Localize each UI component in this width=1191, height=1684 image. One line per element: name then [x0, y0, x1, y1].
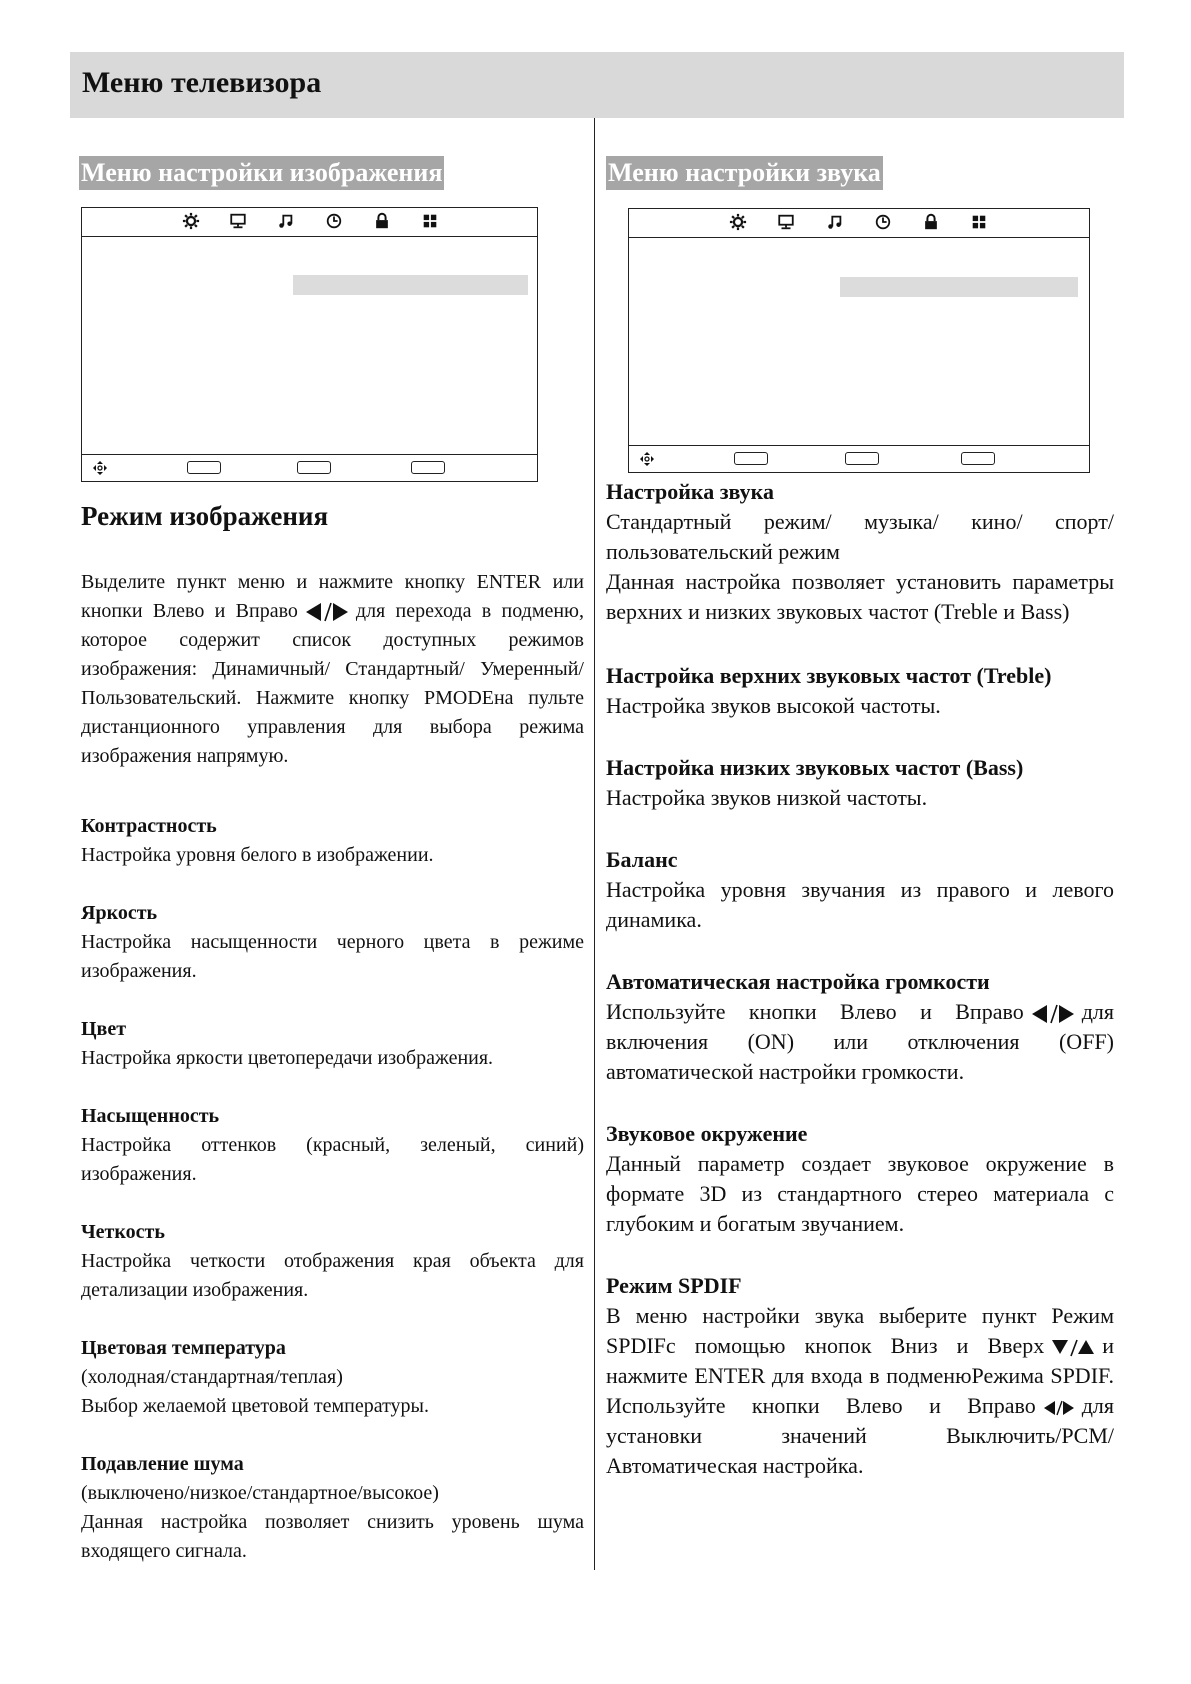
page-title: Меню телевизора: [82, 66, 322, 99]
picture-menu-section-title: Меню настройки изображения: [79, 156, 444, 190]
noise-reduction-item: [81, 1450, 584, 1566]
brightness-title: Яркость: [81, 902, 158, 924]
brightness-item: [81, 899, 584, 986]
noise-reduction-text: Данная настройка позволяет снизить уровень шума входящего сигнала.: [81, 1511, 584, 1562]
avl-title: Автоматическая настройка громкости: [606, 969, 990, 994]
left-right-arrows-icon: [304, 601, 350, 623]
avl-text: [606, 997, 1114, 1087]
picture-menu-diagram: [81, 207, 538, 482]
lock-icon: [921, 212, 941, 232]
menu-selection-highlight: [293, 275, 528, 295]
menu-button-bar: [82, 454, 537, 481]
picture-mode-title: Режим изображения: [81, 501, 329, 531]
menu-button-1: [187, 461, 221, 474]
left-right-arrows-icon: [1042, 1399, 1076, 1417]
sound-menu-diagram: [628, 208, 1090, 473]
grid-icon: [420, 211, 440, 231]
menu-icon-bar: [82, 208, 537, 237]
gear-icon: [181, 211, 201, 231]
left-items-list: [81, 812, 584, 1566]
music-note-icon: [276, 211, 296, 231]
left-right-arrows-icon: [1030, 1003, 1076, 1025]
clock-icon: [873, 212, 893, 232]
treble-item: [606, 661, 1114, 721]
sound-setting-modes: Стандартный режим/ музыка/ кино/ спорт/ пользовательский режим: [606, 509, 1114, 564]
color-temperature-text: Выбор желаемой цветовой температуры.: [81, 1395, 429, 1417]
menu-button-bar: [629, 445, 1089, 472]
color-temperature-item: [81, 1334, 584, 1421]
page-header: [70, 52, 1124, 118]
saturation-text: Настройка оттенков (красный, зеленый, синий) изображения.: [81, 1134, 584, 1185]
menu-button-2: [845, 452, 879, 465]
spdif-text-c: для установки значений Выключить/PCM/Автоматическая настройка.: [606, 1393, 1114, 1478]
sound-setting-title: Настройка звука: [606, 479, 775, 504]
color-temperature-options: (холодная/стандартная/теплая): [81, 1366, 343, 1388]
sharpness-item: [81, 1218, 584, 1305]
picture-mode-text-after: для перехода в подменю, которое содержит список доступных режимов изображения: Динамичный/ Стандартный/ Умеренный/ Пользовательский. Нажмите кнопку PMODEна пульте дистанционного управления для выбора режима изображения напрямую.: [81, 600, 584, 767]
grid-icon: [969, 212, 989, 232]
spdif-text: [606, 1301, 1114, 1481]
avl-text-after: для включения (ON) или отключения (OFF) автоматической настройки громкости.: [606, 999, 1114, 1084]
menu-button-3: [411, 461, 445, 474]
menu-button-1: [734, 452, 768, 465]
bass-text: Настройка звуков низкой частоты.: [606, 785, 928, 810]
avl-item: [606, 967, 1114, 1087]
balance-title: Баланс: [606, 847, 678, 872]
clock-icon: [324, 211, 344, 231]
contrast-title: Контрастность: [81, 815, 217, 837]
balance-text: Настройка уровня звучания из правого и левого динамика.: [606, 877, 1114, 932]
monitor-icon: [776, 212, 796, 232]
contrast-text: Настройка уровня белого в изображении.: [81, 844, 434, 866]
spdif-title: Режим SPDIF: [606, 1273, 742, 1298]
navigation-icon: [92, 460, 108, 476]
menu-button-2: [297, 461, 331, 474]
color-title: Цвет: [81, 1018, 127, 1040]
menu-selection-highlight: [840, 277, 1078, 297]
surround-text: Данный параметр создает звуковое окружение в формате 3D из стандартного стерео материала с глубоким и богатым звучанием.: [606, 1151, 1114, 1236]
saturation-item: [81, 1102, 584, 1189]
surround-title: Звуковое окружение: [606, 1121, 808, 1146]
surround-item: [606, 1119, 1114, 1239]
bass-item: [606, 753, 1114, 813]
sound-setting-item: [606, 477, 1114, 627]
lock-icon: [372, 211, 392, 231]
right-items-list: [606, 477, 1114, 1481]
monitor-icon: [228, 211, 248, 231]
music-note-icon: [825, 212, 845, 232]
picture-mode-description: [81, 568, 584, 771]
sharpness-text: Настройка четкости отображения края объекта для детализации изображения.: [81, 1250, 584, 1301]
bass-title: Настройка низких звуковых частот (Bass): [606, 755, 1024, 780]
column-divider: [594, 118, 595, 1570]
treble-text: Настройка звуков высокой частоты.: [606, 693, 941, 718]
spdif-text-b: и нажмите ENTER для входа в подменюРежима SPDIF. Используйте кнопки Влево и Вправо: [606, 1333, 1114, 1418]
color-text: Настройка яркости цветопередачи изображения.: [81, 1047, 494, 1069]
contrast-item: [81, 812, 584, 870]
color-item: [81, 1015, 584, 1073]
noise-reduction-title: Подавление шума: [81, 1453, 244, 1475]
saturation-title: Насыщенность: [81, 1105, 220, 1127]
menu-button-3: [961, 452, 995, 465]
navigation-icon: [639, 451, 655, 467]
color-temperature-title: Цветовая температура: [81, 1337, 286, 1359]
gear-icon: [728, 212, 748, 232]
sharpness-title: Четкость: [81, 1221, 165, 1243]
brightness-text: Настройка насыщенности черного цвета в режиме изображения.: [81, 931, 584, 982]
down-up-arrows-icon: [1050, 1338, 1096, 1358]
spdif-text-a: В меню настройки звука выберите пункт Режим SPDIFс помощью кнопок Вниз и Вверх: [606, 1303, 1114, 1358]
treble-title: Настройка верхних звуковых частот (Treble): [606, 663, 1052, 688]
sound-menu-section-title: Меню настройки звука: [606, 156, 883, 190]
noise-reduction-options: (выключено/низкое/стандартное/высокое): [81, 1482, 439, 1504]
balance-item: [606, 845, 1114, 935]
menu-icon-bar: [629, 209, 1089, 238]
picture-mode-text-before: Выделите пункт меню и нажмите кнопку ENTER или кнопки Влево и Вправо: [81, 571, 584, 622]
spdif-item: [606, 1271, 1114, 1481]
avl-text-before: Используйте кнопки Влево и Вправо: [606, 999, 1024, 1024]
sound-setting-text: Данная настройка позволяет установить параметры верхних и низких звуковых частот (Treble и Bass): [606, 569, 1114, 624]
